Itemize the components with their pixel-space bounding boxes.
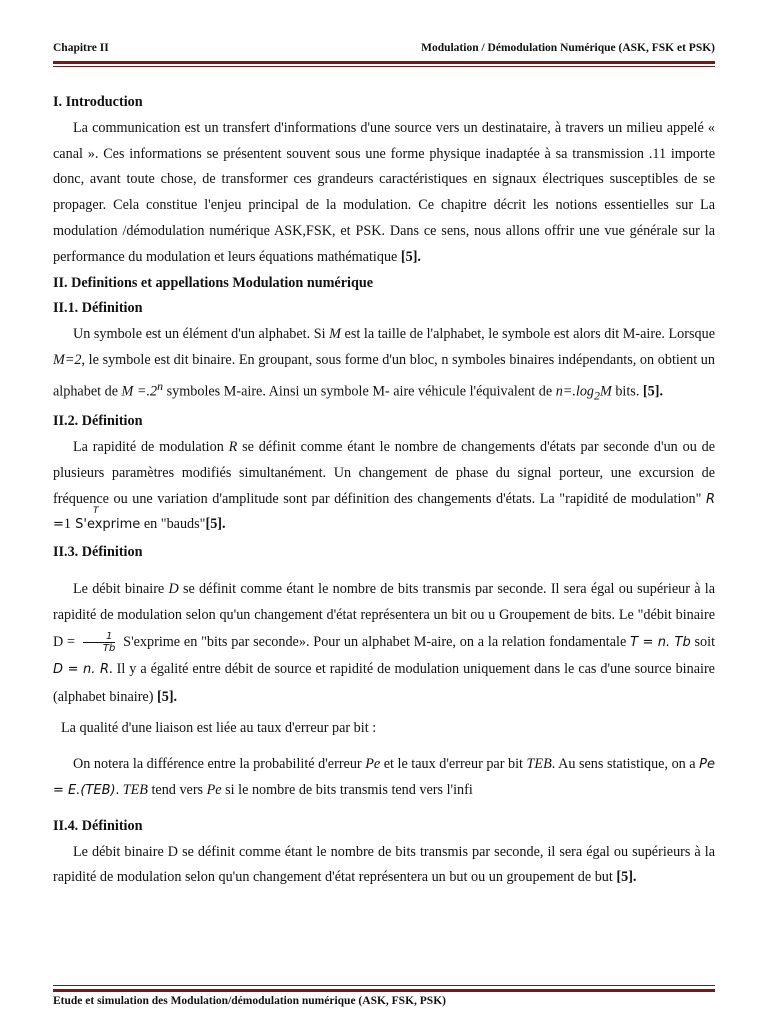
- math-var: R: [228, 438, 238, 455]
- math-exponent: n: [157, 378, 164, 393]
- math-denominator: Tb: [102, 643, 116, 655]
- text: bits.: [611, 383, 643, 400]
- math-var: M: [599, 383, 612, 400]
- text: et le taux d'erreur par bit: [380, 756, 527, 773]
- document-body: [53, 90, 715, 891]
- subsection-3-paragraph-2: La qualité d'une liaison est liée au taux d'erreur par bit :: [61, 720, 377, 737]
- math-var: M=2: [53, 351, 82, 368]
- math-expression: T = n. Tb: [630, 634, 691, 650]
- subsection-3-paragraph-1: [53, 576, 715, 711]
- math-denominator: T: [93, 506, 99, 517]
- math-var: M: [329, 326, 341, 343]
- subsection-1-paragraph: [53, 322, 715, 409]
- text: S'exprime en "bits par seconde». Pour un alphabet M-aire, on a la relation fondamentale: [119, 633, 631, 650]
- math-expression: Pe = E.(TEB): [53, 757, 715, 798]
- subsection-1-title: II.1. Définition: [53, 300, 143, 317]
- header-rule-thin: [53, 66, 715, 67]
- introduction-paragraph: [53, 116, 715, 271]
- citation: [5].: [642, 383, 664, 400]
- subsection-2-title: II.2. Définition: [53, 413, 143, 430]
- section-definitions-title: II. Definitions et appellations Modulation numérique: [53, 274, 374, 291]
- citation: [5].: [157, 688, 178, 705]
- math-var: Pe: [206, 782, 222, 798]
- math-var: Pe: [365, 756, 381, 773]
- math-var: TEB: [526, 756, 552, 773]
- text: Le débit binaire D se définit comme étant le nombre de bits transmis par seconde, il sera égal ou supérieurs à la rapidité de modulation selon qu'un changement d'état représentera un but ou un groupement de but: [53, 843, 715, 886]
- subsection-4-paragraph: [53, 840, 715, 892]
- text: soit: [690, 633, 716, 650]
- math-var: D: [168, 580, 179, 597]
- text: se définit comme étant le nombre de changements d'états par seconde d'un ou de plusieurs paramètres modifiés simultanément. Un changement de phase du signal porteur, une excursion de fréquence ou une variation d'amplitude sont par définition des changements d'états. La "rapidité de modulation": [53, 438, 716, 507]
- text: symboles M-aire. Ainsi un symbole M- aire véhicule l'équivalent de: [163, 383, 556, 400]
- math-expression: R =: [53, 491, 715, 533]
- text: Un symbole est un élément d'un alphabet. Si: [73, 326, 330, 343]
- math-numerator: 1: [63, 516, 71, 533]
- page-footer: Etude et simulation des Modulation/démodulation numérique (ASK, FSK, PSK): [53, 995, 446, 1007]
- page-header: [53, 42, 715, 54]
- text: . Au sens statistique, on a: [551, 756, 700, 773]
- math-subscript: 2: [594, 388, 600, 403]
- subsection-4-title: II.4. Définition: [53, 817, 143, 834]
- citation: [5].: [616, 869, 637, 886]
- subsection-3-title: II.3. Définition: [53, 544, 143, 561]
- subsection-3-paragraph-3: [53, 752, 715, 804]
- text: S'exprime: [71, 517, 141, 533]
- text: en "bauds": [140, 516, 206, 533]
- math-var: M =.2: [121, 383, 158, 400]
- text: est la taille de l'alphabet, le symbole est alors dit M-aire. Lorsque: [340, 326, 715, 343]
- header-rule: [53, 61, 715, 64]
- text: tend vers: [147, 782, 207, 798]
- citation: [5].: [205, 516, 226, 533]
- text: On notera la différence entre la probabilité d'erreur: [73, 756, 366, 773]
- header-chapter: Chapitre II: [53, 42, 109, 54]
- math-var: TEB: [122, 782, 148, 798]
- math-fraction: [83, 631, 115, 654]
- section-introduction-title: I. Introduction: [53, 94, 143, 110]
- math-var: n=.log: [555, 383, 595, 400]
- text: .: [115, 782, 123, 798]
- text: . Il y a égalité entre débit de source et rapidité de modulation uniquement dans le cas d'une source binaire (alphabet binaire): [53, 661, 715, 705]
- subsection-2-paragraph: [53, 435, 715, 538]
- header-title: Modulation / Démodulation Numérique (ASK, FSK et PSK): [421, 42, 715, 54]
- text: si le nombre de bits transmis tend vers l'infi: [221, 782, 473, 798]
- text: Le débit binaire: [73, 580, 169, 597]
- footer-rule: [53, 989, 715, 992]
- introduction-text: La communication est un transfert d'informations d'une source vers un destinataire, à travers un milieu appelé « canal ». Ces informations se présentent souvent sous une forme physique inadaptée à sa transmission .11 importe donc, avant toute chose, de transformer ces grandeurs caractéristiques en signaux électriques susceptibles de se propager. Cela constitue l'enjeu principal de la modulation. Ce chapitre décrit les notions essentielles sur La modulation /démodulation numérique ASK,FSK, et PSK. Dans ce sens, nous allons offrir une vue générale sur la performance du modulation et leurs équations mathématique: [53, 119, 715, 265]
- text: se définit comme étant le nombre de bits transmis par seconde. Il sera égal ou supérieur à la rapidité de modulation selon qu'un changement d'état représentera un bit ou u Groupement de bits. Le "débit binaire D =: [53, 580, 715, 650]
- math-numerator: 1: [83, 631, 115, 643]
- math-expression: D = n. R: [53, 662, 110, 678]
- citation: [5].: [400, 248, 421, 265]
- text: La rapidité de modulation: [73, 438, 229, 455]
- text: , le symbole est dit binaire. En groupant, sous forme d'un bloc, n symboles binaires indépendants, on obtient un alphabet de: [53, 351, 715, 400]
- footer-rule-thin: [53, 985, 715, 986]
